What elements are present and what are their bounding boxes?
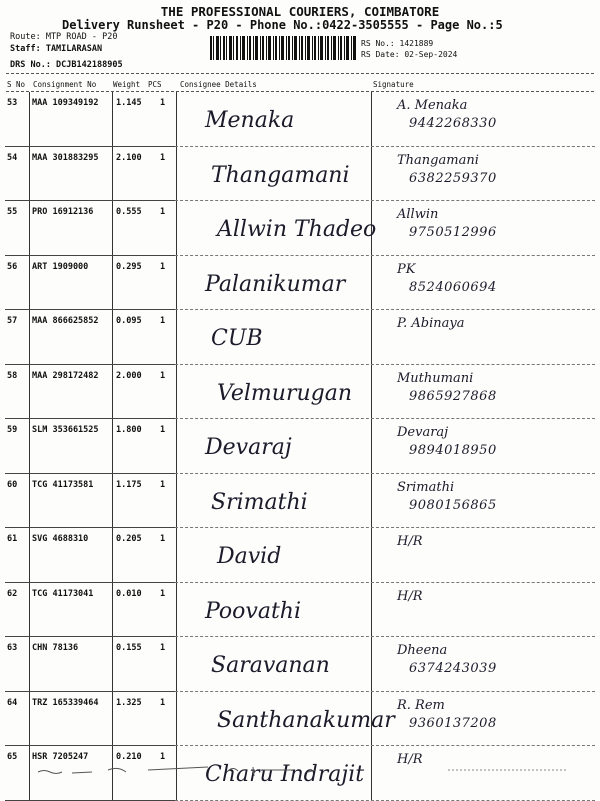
vline-consignment [112,637,113,692]
vline-consignee [176,692,177,747]
runsheet-subtitle: Delivery Runsheet - P20 - Phone No.:0422-3505555 - Page No.:5 [62,18,503,32]
vline-consignee [176,583,177,638]
staff-label: Staff: TAMILARASAN [10,44,103,54]
consignee-name: CUB [211,326,263,351]
cell-pcs: 1 [160,588,166,599]
vline-sno [29,201,30,256]
cell-weight: 0.295 [116,261,142,272]
cell-sno: 56 [7,261,18,272]
signature-name: Allwin [397,207,439,222]
cell-pcs: 1 [160,425,166,435]
cell-sno: 62 [7,588,18,599]
vline-sno [29,310,30,365]
signature-phone: 9442268330 [409,116,497,131]
cell-weight: 1.325 [116,697,142,708]
rs-date: RS Date: 02-Sep-2024 [361,50,458,59]
cell-consignment: TCG 41173581 [32,479,94,490]
barcode-image [210,36,356,60]
col-weight: Weight [113,80,141,89]
consignee-name: Santhanakumar [217,707,395,733]
cell-sno: 54 [7,152,18,163]
signature-name: H/R [397,588,423,604]
vline-consignment [112,474,113,529]
signature-name: A. Menaka [397,98,468,113]
vline-sno [29,147,30,202]
vline-consignment [112,528,113,583]
vline-consignment [112,147,113,202]
cell-pcs: 1 [160,534,166,544]
cell-consignment: HSR 7205247 [32,752,89,762]
vline-consignee [176,147,177,202]
cell-sno: 61 [7,534,18,544]
header-divider [6,73,594,74]
vline-consignment [112,583,113,638]
signature-name: H/R [397,752,423,767]
cell-sno: 59 [7,425,18,435]
col-sno: S No [7,80,26,89]
signature-phone: 9894018950 [409,443,497,458]
vline-signature [371,474,372,529]
table-row [5,92,595,147]
cell-consignment: MAA 109349192 [32,98,99,108]
signature-phone: 9750512996 [409,225,497,240]
cell-consignment: TRZ 165339464 [32,697,99,708]
consignee-name: Poovathi [205,598,301,624]
consignee-name: Velmurugan [217,380,353,406]
cell-consignment: PRO 16912136 [32,207,94,217]
consignee-name: Thangamani [211,162,350,188]
table-row [5,419,595,474]
cell-consignment: CHN 78136 [32,643,79,653]
signature-phone: 8524060694 [409,279,497,295]
signature-phone: 9360137208 [409,715,497,731]
vline-signature [371,92,372,147]
consignee-name: Menaka [205,108,295,133]
rs-number: RS No.: 1421889 [361,39,434,48]
col-pcs: PCS [148,80,162,89]
cell-pcs: 1 [160,752,166,762]
cell-pcs: 1 [160,643,166,653]
table-row [5,365,595,420]
cell-sno: 63 [7,643,18,653]
vline-sno [29,528,30,583]
vline-sno [29,419,30,474]
cell-pcs: 1 [160,370,166,381]
vline-consignee [176,528,177,583]
cell-pcs: 1 [160,152,166,163]
vline-sno [29,92,30,147]
cell-weight: 0.205 [116,534,142,544]
cell-consignment: ART 1909000 [32,261,89,272]
signature-name: Thangamani [397,152,479,168]
cell-sno: 65 [7,752,18,762]
cell-sno: 53 [7,98,18,108]
vline-consignee [176,365,177,420]
vline-consignment [112,365,113,420]
signature-phone: 9865927868 [409,388,497,404]
cell-weight: 0.210 [116,752,142,762]
runsheet-header [0,0,600,74]
consignee-name: David [217,544,282,569]
consignee-name: Srimathi [211,489,308,515]
cell-sno: 58 [7,370,18,381]
table-row [5,528,595,583]
table-row [5,201,595,256]
vline-sno [29,365,30,420]
vline-consignment [112,256,113,311]
vline-consignee [176,256,177,311]
vline-consignment [112,692,113,747]
signature-name: P. Abinaya [397,316,465,331]
vline-consignment [112,310,113,365]
cell-sno: 60 [7,479,18,490]
cell-weight: 0.555 [116,207,142,217]
cell-weight: 0.155 [116,643,142,653]
drs-number: DRS No.: DCJB142188905 [10,60,123,70]
table-row [5,692,595,747]
signature-name: PK [397,261,416,277]
footer-scrawl [28,758,588,780]
col-signature: Signature [373,80,414,89]
vline-consignee [176,92,177,147]
table-row [5,147,595,202]
signature-name: Srimathi [397,479,455,495]
vline-signature [371,256,372,311]
vline-signature [371,528,372,583]
cell-sno: 55 [7,207,18,217]
cell-weight: 1.800 [116,425,142,435]
vline-signature [371,637,372,692]
cell-pcs: 1 [160,316,166,326]
table-row [5,474,595,529]
vline-signature [371,419,372,474]
col-consignment: Consignment No [33,80,97,89]
signature-name: Muthumani [397,370,474,386]
table-row [5,637,595,692]
vline-consignee [176,419,177,474]
cell-sno: 57 [7,316,18,326]
vline-sno [29,692,30,747]
signature-name: Dheena [397,643,448,658]
table-row [5,583,595,638]
vline-sno [29,474,30,529]
signature-phone: 6374243039 [409,661,497,676]
consignee-name: Allwin Thadeo [217,217,377,242]
cell-consignment: SLM 353661525 [32,425,99,435]
cell-pcs: 1 [160,207,166,217]
signature-name: H/R [397,534,423,549]
cell-consignment: MAA 301883295 [32,152,99,163]
cell-weight: 1.145 [116,98,142,108]
vline-consignment [112,201,113,256]
cell-weight: 2.100 [116,152,142,163]
cell-consignment: TCG 41173041 [32,588,94,599]
cell-sno: 64 [7,697,18,708]
vline-signature [371,365,372,420]
vline-sno [29,583,30,638]
cell-consignment: MAA 866625852 [32,316,99,326]
vline-signature [371,147,372,202]
vline-consignment [112,92,113,147]
signature-name: Devaraj [397,425,449,440]
cell-pcs: 1 [160,479,166,490]
signature-phone: 9080156865 [409,497,497,513]
cell-consignment: MAA 298172482 [32,370,99,381]
cell-weight: 1.175 [116,479,142,490]
vline-signature [371,583,372,638]
vline-signature [371,310,372,365]
signature-phone: 6382259370 [409,170,497,186]
vline-sno [29,637,30,692]
company-title: THE PROFESSIONAL COURIERS, COIMBATORE [160,4,440,19]
table-row [5,256,595,311]
vline-consignee [176,637,177,692]
cell-pcs: 1 [160,697,166,708]
consignee-name: Saravanan [211,653,330,678]
cell-pcs: 1 [160,98,166,108]
consignee-name: Palanikumar [205,271,346,297]
consignee-name: Charu Indrajit [205,762,365,787]
signature-name: R. Rem [397,697,445,713]
table-row [5,310,595,365]
cell-weight: 0.095 [116,316,142,326]
cell-consignment: SVG 4688310 [32,534,89,544]
col-consignee: Consignee Details [180,80,257,89]
cell-weight: 0.010 [116,588,142,599]
cell-pcs: 1 [160,261,166,272]
consignee-name: Devaraj [205,435,292,460]
cell-weight: 2.000 [116,370,142,381]
vline-consignee [176,201,177,256]
route-label: Route: MTP ROAD - P20 [10,32,118,42]
vline-consignment [112,419,113,474]
vline-consignee [176,474,177,529]
vline-consignee [176,310,177,365]
vline-sno [29,256,30,311]
